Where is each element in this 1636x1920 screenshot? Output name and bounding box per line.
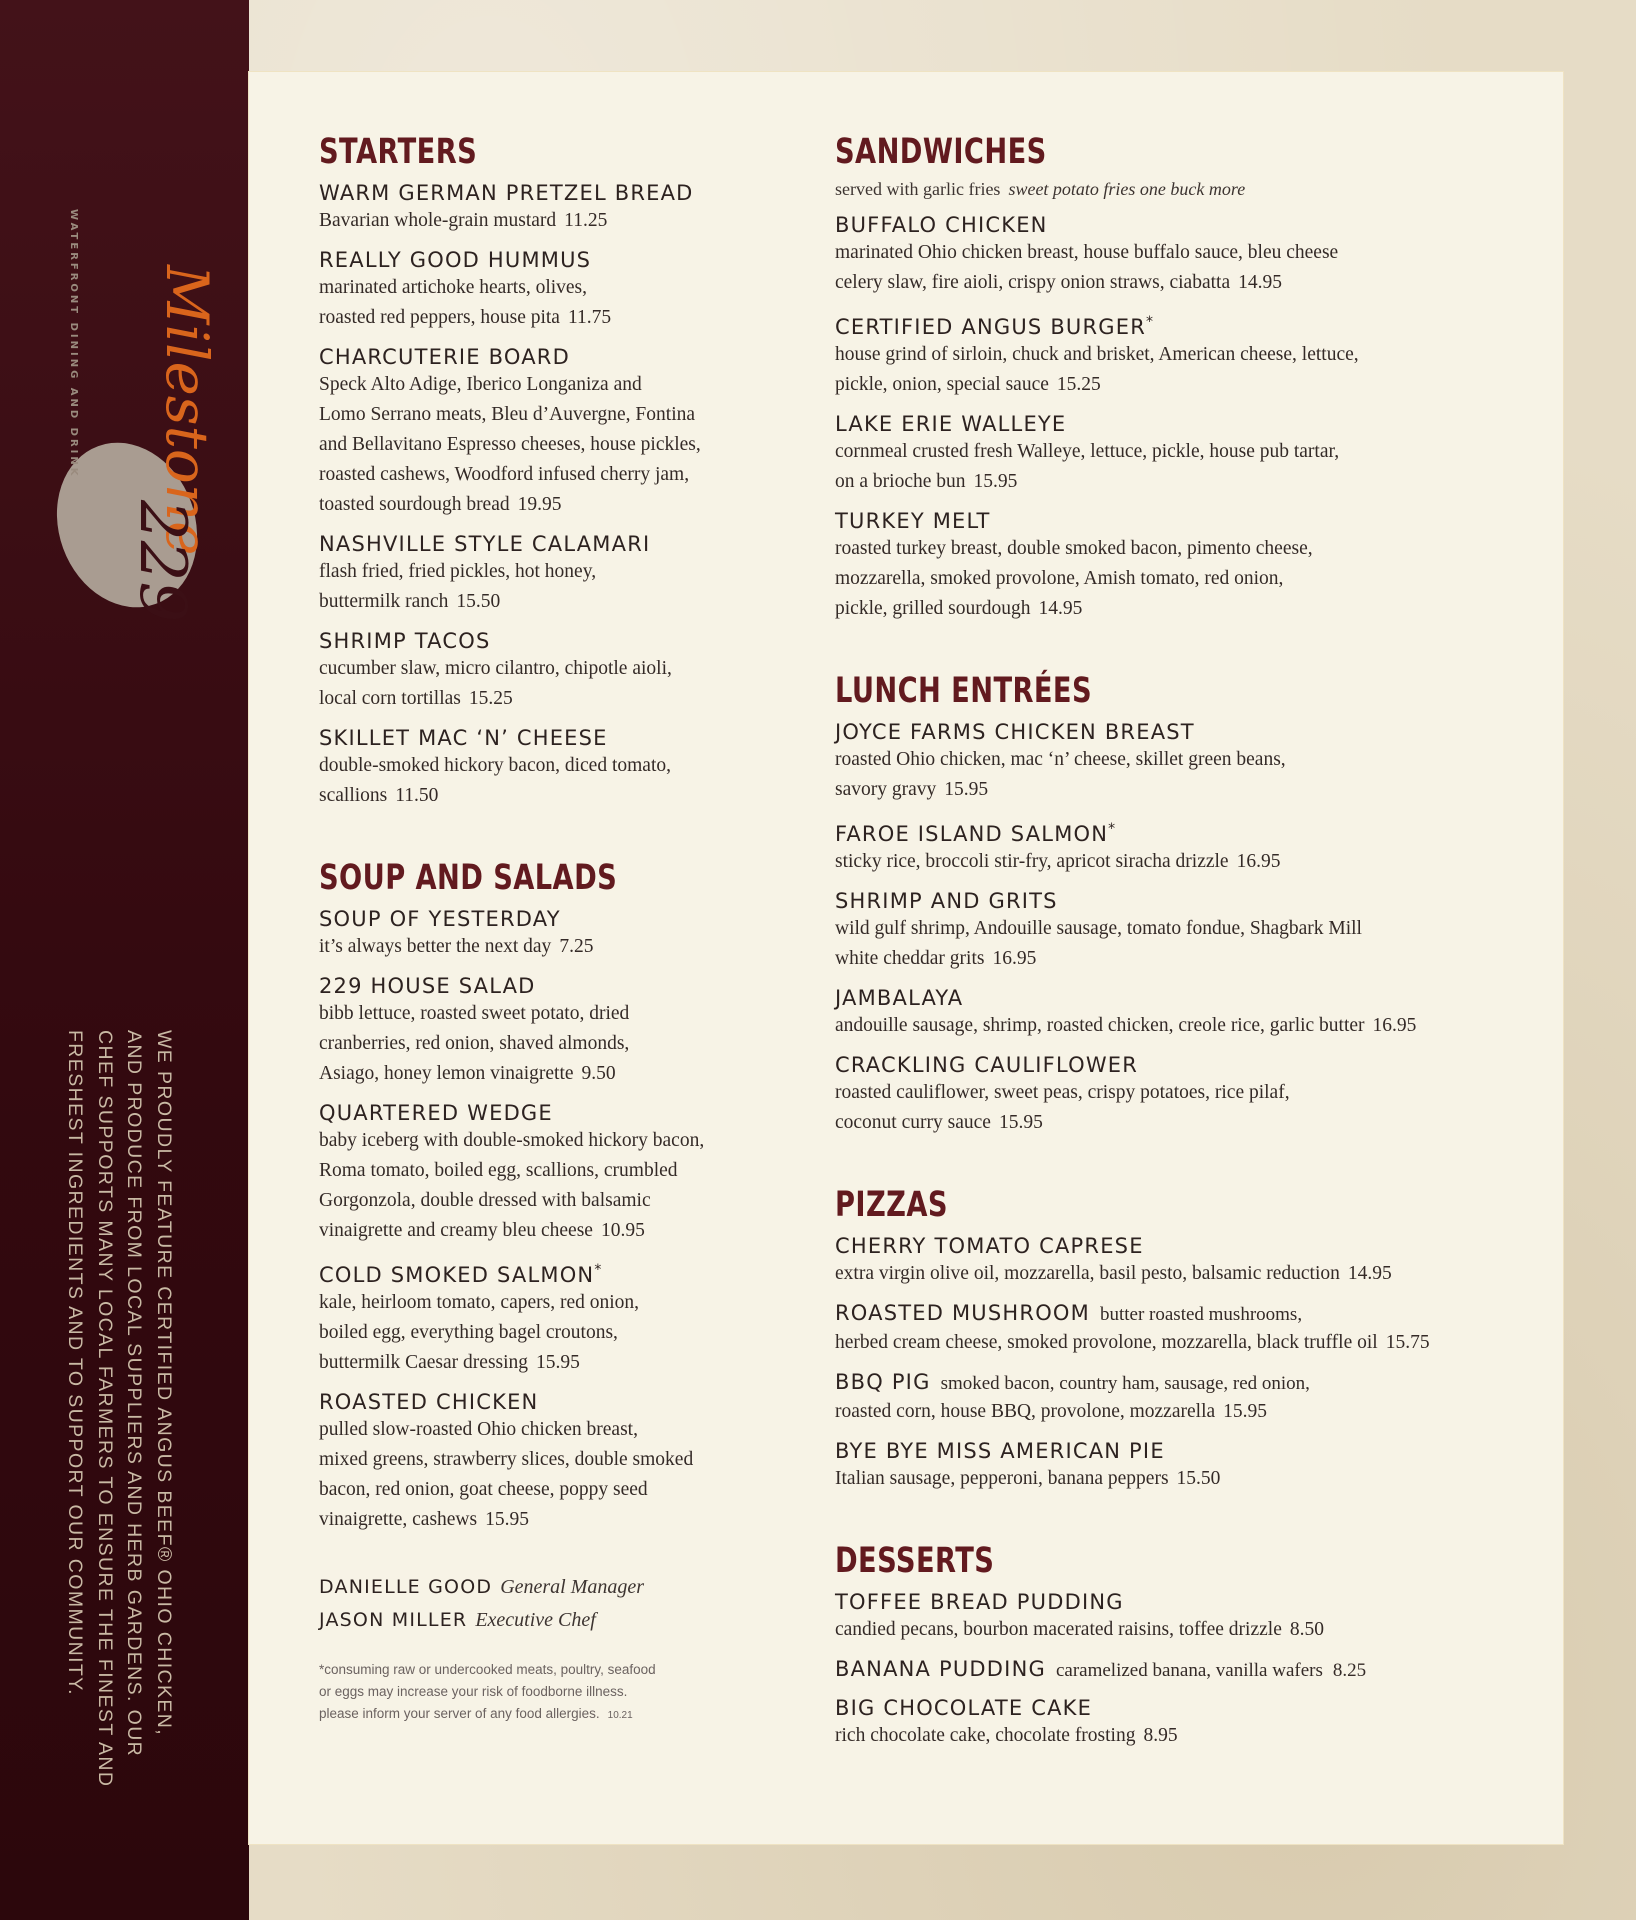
- menu-item-price: 14.95: [1347, 1263, 1392, 1284]
- menu-item: [835, 1695, 1535, 1751]
- menu-item-name: CERTIFIED ANGUS BURGER: [835, 315, 1147, 339]
- menu-item-name: QUARTERED WEDGE: [319, 1101, 553, 1125]
- menu-item-description-block: [319, 206, 759, 236]
- menu-item-price: 8.50: [1289, 1619, 1324, 1640]
- menu-item: [319, 906, 759, 962]
- menu-item-description-block: [835, 1078, 1535, 1138]
- menu-item-name: 229 HOUSE SALAD: [319, 974, 536, 998]
- logo-graphic: [55, 135, 221, 623]
- description-text: scallions: [319, 785, 388, 806]
- section-title-soups: SOUP AND SALADS: [319, 858, 618, 898]
- menu-item-name: BUFFALO CHICKEN: [835, 213, 1048, 237]
- menu-item-header: [319, 1389, 759, 1415]
- menu-item-header: [319, 1257, 759, 1288]
- menu-item-header: [319, 531, 759, 557]
- description-line: [835, 1011, 1535, 1041]
- description-text: bacon, red onion, goat cheese, poppy seed: [319, 1479, 648, 1500]
- milestone-229-logo: [55, 135, 221, 623]
- menu-item-price: 14.95: [1238, 272, 1282, 293]
- description-line: [835, 745, 1535, 775]
- menu-item-name: BANANA PUDDING: [835, 1657, 1046, 1681]
- menu-item-description: caramelized banana, vanilla wafers: [1055, 1660, 1323, 1681]
- statement-line: WE PROUDLY FEATURE CERTIFIED ANGUS BEEF® OHIO CHICKEN,: [153, 1030, 175, 1737]
- description-text: andouille sausage, shrimp, roasted chicken, creole rice, garlic butter: [835, 1015, 1365, 1036]
- description-line: [835, 1259, 1535, 1289]
- menu-item-name: FAROE ISLAND SALMON: [835, 822, 1109, 846]
- menu-item-price: 19.95: [517, 494, 562, 515]
- menu-item-description-block: [835, 1328, 1535, 1358]
- menu-item-description-block: [319, 557, 759, 617]
- description-text: pickle, grilled sourdough: [835, 598, 1031, 619]
- menu-item: [319, 1257, 759, 1378]
- menu-item-price: 11.50: [395, 785, 439, 806]
- menu-item-name: SHRIMP TACOS: [319, 629, 491, 653]
- description-text: marinated artichoke hearts, olives,: [319, 277, 588, 298]
- soups-list: [319, 906, 759, 1535]
- menu-item-description-block: [319, 751, 759, 811]
- description-text: Roma tomato, boiled egg, scallions, crumbled: [319, 1160, 678, 1181]
- description-text: white cheddar grits: [835, 948, 985, 969]
- description-line: [319, 684, 759, 714]
- raw-warning-asterisk: *: [1108, 821, 1116, 837]
- description-text: Italian sausage, pepperoni, banana peppers: [835, 1468, 1169, 1489]
- staff-credits: [319, 1571, 759, 1637]
- menu-item-description-block: [835, 534, 1535, 624]
- menu-item: [319, 973, 759, 1089]
- menu-item-description: smoked bacon, country ham, sausage, red onion,: [940, 1373, 1310, 1394]
- description-text: herbed cream cheese, smoked provolone, mozzarella, black truffle oil: [835, 1332, 1378, 1353]
- description-text: buttermilk ranch: [319, 591, 449, 612]
- description-line: [319, 430, 759, 460]
- menu-item-price: 8.95: [1143, 1725, 1178, 1746]
- menu-item: [319, 1100, 759, 1246]
- menu-column-right: [835, 132, 1535, 1762]
- section-title-pizzas: PIZZAS: [835, 1185, 948, 1225]
- menu-item: [835, 719, 1535, 805]
- menu-item-price: 7.25: [559, 936, 594, 957]
- description-text: roasted turkey breast, double smoked bacon, pimento cheese,: [835, 538, 1313, 559]
- menu-item-name: JOYCE FARMS CHICKEN BREAST: [835, 720, 1195, 744]
- menu-item: [835, 1233, 1535, 1289]
- menu-item-name: TOFFEE BREAD PUDDING: [835, 1590, 1124, 1614]
- description-text: and Bellavitano Espresso cheeses, house pickles,: [319, 434, 701, 455]
- menu-item-header: [835, 1656, 1535, 1684]
- menu-item-header: [319, 247, 759, 273]
- menu-item-header: [835, 508, 1535, 534]
- menu-version-code: 10.21: [607, 1710, 633, 1721]
- disclaimer-text: please inform your server of any food allergies.: [319, 1706, 600, 1721]
- menu-item-price: 15.75: [1385, 1332, 1430, 1353]
- menu-item-header: [319, 1100, 759, 1126]
- description-line: [319, 303, 759, 333]
- menu-item-price: 16.95: [992, 948, 1037, 969]
- menu-item-description-block: [835, 1464, 1535, 1494]
- menu-item-price: 15.95: [973, 471, 1018, 492]
- menu-item: [835, 309, 1535, 400]
- menu-item-name: BIG CHOCOLATE CAKE: [835, 1696, 1093, 1720]
- description-line: [835, 1108, 1535, 1138]
- logo-tagline-text: WATERFRONT DINING AND DRINK: [68, 209, 79, 479]
- menu-item-header: [319, 628, 759, 654]
- menu-item-header: [835, 212, 1535, 238]
- menu-item-price: 15.95: [485, 1509, 529, 1530]
- menu-item-price: 14.95: [1038, 598, 1083, 619]
- menu-item-description-block: [319, 273, 759, 333]
- menu-item-description-block: [319, 1415, 759, 1535]
- menu-item-description-block: [835, 1259, 1535, 1289]
- menu-item-name: SOUP OF YESTERDAY: [319, 907, 561, 931]
- statement-line: CHEF SUPPORTS MANY LOCAL FARMERS TO ENSURE THE FINEST AND: [94, 1030, 116, 1788]
- entrees-list: [835, 719, 1535, 1138]
- menu-item-name: ROASTED MUSHROOM: [835, 1301, 1090, 1325]
- description-text: vinaigrette, cashews: [319, 1509, 478, 1530]
- description-text: rich chocolate cake, chocolate frosting: [835, 1725, 1136, 1746]
- description-text: cranberries, red onion, shaved almonds,: [319, 1033, 630, 1054]
- menu-item-header: [319, 180, 759, 206]
- menu-item-header: [319, 906, 759, 932]
- description-text: pulled slow-roasted Ohio chicken breast,: [319, 1419, 638, 1440]
- description-line: [319, 781, 759, 811]
- description-text: roasted Ohio chicken, mac ‘n’ cheese, skillet green beans,: [835, 749, 1286, 770]
- description-text: candied pecans, bourbon macerated raisins, toffee drizzle: [835, 1619, 1282, 1640]
- menu-column-left: [319, 132, 759, 1727]
- menu-item: [835, 1438, 1535, 1494]
- menu-item: [319, 344, 759, 520]
- menu-item-name: CRACKLING CAULIFLOWER: [835, 1053, 1139, 1077]
- description-line: [835, 340, 1535, 370]
- menu-item: [319, 531, 759, 617]
- logo-script-text: Milestone: [153, 265, 221, 556]
- description-line: [835, 775, 1535, 805]
- description-line: [835, 594, 1535, 624]
- description-text: Lomo Serrano meats, Bleu d’Auvergne, Fontina: [319, 404, 696, 425]
- description-line: [319, 557, 759, 587]
- description-text: Gorgonzola, double dressed with balsamic: [319, 1190, 651, 1211]
- menu-item-name: REALLY GOOD HUMMUS: [319, 248, 592, 272]
- menu-item-header: [835, 1438, 1535, 1464]
- staff-name: JASON MILLER: [319, 1609, 468, 1631]
- menu-item-name: CHARCUTERIE BOARD: [319, 345, 570, 369]
- raw-warning-asterisk: *: [1146, 314, 1154, 330]
- description-text: local corn tortillas: [319, 688, 461, 709]
- starters-list: [319, 180, 759, 811]
- menu-item: [319, 247, 759, 333]
- description-line: [319, 400, 759, 430]
- menu-item-header: [835, 719, 1535, 745]
- menu-item-description-block: [835, 1615, 1535, 1645]
- menu-item: [835, 1369, 1535, 1427]
- description-line: [835, 847, 1535, 877]
- description-text: flash fried, fried pickles, hot honey,: [319, 561, 597, 582]
- menu-item-header: [319, 725, 759, 751]
- description-text: roasted cauliflower, sweet peas, crispy potatoes, rice pilaf,: [835, 1082, 1290, 1103]
- menu-item-name: ROASTED CHICKEN: [319, 1390, 539, 1414]
- description-line: [319, 1216, 759, 1246]
- statement-line: AND PRODUCE FROM LOCAL SUPPLIERS AND HERB GARDENS. OUR: [123, 1030, 146, 1758]
- description-text: vinaigrette and creamy bleu cheese: [319, 1220, 593, 1241]
- description-text: baby iceberg with double-smoked hickory bacon,: [319, 1130, 705, 1151]
- description-line: [319, 273, 759, 303]
- menu-item: [319, 180, 759, 236]
- description-line: [835, 1078, 1535, 1108]
- menu-item: [835, 1300, 1535, 1358]
- description-line: [835, 1615, 1535, 1645]
- menu-item: [835, 1656, 1535, 1684]
- pizzas-list: [835, 1233, 1535, 1494]
- menu-item-price: 8.25: [1332, 1660, 1367, 1681]
- description-line: [835, 564, 1535, 594]
- menu-item-description-block: [835, 847, 1535, 877]
- desserts-list: [835, 1589, 1535, 1751]
- menu-item-name: JAMBALAYA: [835, 986, 964, 1010]
- menu-item-header: [835, 1369, 1535, 1397]
- description-text: kale, heirloom tomato, capers, red onion,: [319, 1292, 640, 1313]
- menu-item-price: 15.95: [536, 1352, 580, 1373]
- description-text: mozzarella, smoked provolone, Amish tomato, red onion,: [835, 568, 1284, 589]
- description-text: Asiago, honey lemon vinaigrette: [319, 1063, 574, 1084]
- menu-item-name: NASHVILLE STYLE CALAMARI: [319, 532, 651, 556]
- description-text: marinated Ohio chicken breast, house buffalo sauce, bleu cheese: [835, 242, 1339, 263]
- description-line: [835, 1397, 1535, 1427]
- description-line: [319, 1445, 759, 1475]
- menu-item-header: [835, 985, 1535, 1011]
- description-line: [319, 1156, 759, 1186]
- sandwiches-upgrade-note: sweet potato fries one buck more: [1008, 179, 1246, 199]
- description-text: roasted red peppers, house pita: [319, 307, 560, 328]
- staff-name: DANIELLE GOOD: [319, 1576, 493, 1598]
- menu-item-description-block: [319, 1126, 759, 1246]
- disclaimer-line: *consuming raw or undercooked meats, poultry, seafood: [319, 1662, 656, 1677]
- menu-item-price: 11.25: [564, 210, 608, 231]
- menu-item: [835, 1589, 1535, 1645]
- description-text: on a brioche bun: [835, 471, 966, 492]
- description-line: [319, 1505, 759, 1535]
- menu-item-header: [835, 816, 1535, 847]
- description-line: [319, 1348, 759, 1378]
- menu-item-name: BYE BYE MISS AMERICAN PIE: [835, 1439, 1165, 1463]
- description-text: buttermilk Caesar dressing: [319, 1352, 529, 1373]
- menu-item-header: [835, 1233, 1535, 1259]
- menu-item-name: SKILLET MAC ‘N’ CHEESE: [319, 726, 608, 750]
- menu-item-price: 15.50: [456, 591, 501, 612]
- menu-item-price: 15.95: [998, 1112, 1043, 1133]
- section-title-desserts: DESSERTS: [835, 1541, 995, 1581]
- menu-item-description-block: [835, 340, 1535, 400]
- menu-item-name: BBQ PIG: [835, 1370, 931, 1394]
- description-text: it’s always better the next day: [319, 936, 552, 957]
- menu-item-header: [835, 1589, 1535, 1615]
- description-line: [835, 534, 1535, 564]
- menu-item-price: 16.95: [1372, 1015, 1417, 1036]
- description-line: [835, 437, 1535, 467]
- menu-item-header: [835, 888, 1535, 914]
- food-safety-disclaimer: [319, 1659, 759, 1727]
- description-line: [835, 268, 1535, 298]
- menu-item: [835, 888, 1535, 974]
- menu-item-price: 16.95: [1236, 851, 1281, 872]
- menu-item: [319, 725, 759, 811]
- menu-item-description-block: [319, 932, 759, 962]
- staff-role: General Manager: [500, 1576, 645, 1598]
- description-line: [319, 490, 759, 520]
- menu-item: [835, 816, 1535, 877]
- sandwiches-note: [835, 178, 1535, 200]
- description-line: [835, 1721, 1535, 1751]
- menu-item-price: 11.75: [567, 307, 612, 328]
- menu-item-price: 10.95: [600, 1220, 645, 1241]
- description-text: roasted corn, house BBQ, provolone, mozzarella: [835, 1401, 1216, 1422]
- description-text: savory gravy: [835, 779, 937, 800]
- description-line: [319, 1126, 759, 1156]
- menu-item-description-block: [835, 1397, 1535, 1427]
- description-line: [835, 1464, 1535, 1494]
- description-text: boiled egg, everything bagel croutons,: [319, 1322, 618, 1343]
- description-line: [319, 654, 759, 684]
- menu-item-description-block: [835, 745, 1535, 805]
- description-text: cucumber slaw, micro cilantro, chipotle aioli,: [319, 658, 672, 679]
- menu-item-description-block: [835, 1721, 1535, 1751]
- menu-item-name: TURKEY MELT: [835, 509, 991, 533]
- description-text: sticky rice, broccoli stir-fry, apricot siracha drizzle: [835, 851, 1229, 872]
- description-line: [319, 1059, 759, 1089]
- description-text: bibb lettuce, roasted sweet potato, dried: [319, 1003, 630, 1024]
- description-line: [835, 944, 1535, 974]
- menu-item-header: [835, 1300, 1535, 1328]
- section-title-entrees: LUNCH ENTRÉES: [835, 671, 1092, 711]
- description-line: [319, 1415, 759, 1445]
- description-text: roasted cashews, Woodford infused cherry jam,: [319, 464, 690, 485]
- staff-role: Executive Chef: [475, 1609, 596, 1631]
- menu-item-name: COLD SMOKED SALMON: [319, 1263, 595, 1287]
- sandwiches-list: [835, 212, 1535, 624]
- staff-row: [319, 1604, 759, 1637]
- menu-item-description-block: [319, 370, 759, 520]
- menu-item-price: 9.50: [581, 1063, 616, 1084]
- menu-item-description: butter roasted mushrooms,: [1099, 1304, 1303, 1325]
- raw-warning-asterisk: *: [594, 1262, 602, 1278]
- disclaimer-line: [319, 1703, 759, 1727]
- menu-item-header: [835, 1052, 1535, 1078]
- menu-item: [835, 1052, 1535, 1138]
- description-line: [835, 370, 1535, 400]
- description-line: [319, 460, 759, 490]
- menu-item-description-block: [835, 437, 1535, 497]
- menu-item-description-block: [835, 914, 1535, 974]
- description-line: [319, 1475, 759, 1505]
- description-text: toasted sourdough bread: [319, 494, 510, 515]
- description-text: cornmeal crusted fresh Walleye, lettuce, pickle, house pub tartar,: [835, 441, 1340, 462]
- brand-sidebar: [0, 0, 249, 1920]
- menu-item-name: CHERRY TOMATO CAPRESE: [835, 1234, 1144, 1258]
- description-line: [319, 1029, 759, 1059]
- description-text: Bavarian whole-grain mustard: [319, 210, 557, 231]
- description-line: [319, 1288, 759, 1318]
- menu-item: [835, 508, 1535, 624]
- menu-item-header: [835, 1695, 1535, 1721]
- menu-item-header: [835, 411, 1535, 437]
- menu-item: [319, 628, 759, 714]
- description-line: [835, 1328, 1535, 1358]
- menu-item-description-block: [319, 999, 759, 1089]
- menu-item-name: WARM GERMAN PRETZEL BREAD: [319, 181, 694, 205]
- description-text: wild gulf shrimp, Andouille sausage, tomato fondue, Shagbark Mill: [835, 918, 1362, 939]
- description-text: double-smoked hickory bacon, diced tomato,: [319, 755, 671, 776]
- description-text: house grind of sirloin, chuck and brisket, American cheese, lettuce,: [835, 344, 1359, 365]
- menu-item: [319, 1389, 759, 1535]
- menu-item-header: [835, 309, 1535, 340]
- section-title-sandwiches: SANDWICHES: [835, 132, 1047, 172]
- menu-item-name: LAKE ERIE WALLEYE: [835, 412, 1067, 436]
- description-text: celery slaw, fire aioli, crispy onion straws, ciabatta: [835, 272, 1231, 293]
- description-line: [319, 751, 759, 781]
- logo-number-text: 229: [125, 500, 199, 623]
- description-text: coconut curry sauce: [835, 1112, 991, 1133]
- menu-item-price: 15.95: [944, 779, 989, 800]
- menu-item-header: [319, 344, 759, 370]
- menu-item-name: SHRIMP AND GRITS: [835, 889, 1058, 913]
- section-title-starters: STARTERS: [319, 132, 478, 172]
- disclaimer-line: or eggs may increase your risk of foodborne illness.: [319, 1684, 628, 1699]
- statement-line: FRESHEST INGREDIENTS AND TO SUPPORT OUR COMMUNITY.: [64, 1030, 87, 1696]
- description-line: [835, 914, 1535, 944]
- menu-item-price: 15.95: [1223, 1401, 1268, 1422]
- menu-item-description-block: [835, 238, 1535, 298]
- menu-item-price: 15.50: [1176, 1468, 1221, 1489]
- sandwiches-side-note: served with garlic fries: [835, 179, 1001, 199]
- description-text: Speck Alto Adige, Iberico Longaniza and: [319, 374, 642, 395]
- description-line: [835, 238, 1535, 268]
- description-text: mixed greens, strawberry slices, double smoked: [319, 1449, 694, 1470]
- description-line: [319, 206, 759, 236]
- menu-item-price: 15.25: [1056, 374, 1101, 395]
- description-line: [319, 932, 759, 962]
- menu-panel: [249, 72, 1563, 1844]
- description-line: [319, 1186, 759, 1216]
- description-line: [319, 999, 759, 1029]
- description-line: [835, 467, 1535, 497]
- menu-item-header: [319, 973, 759, 999]
- menu-item: [835, 212, 1535, 298]
- description-line: [319, 587, 759, 617]
- description-text: extra virgin olive oil, mozzarella, basil pesto, balsamic reduction: [835, 1263, 1340, 1284]
- description-line: [319, 1318, 759, 1348]
- menu-item-description-block: [835, 1011, 1535, 1041]
- description-text: pickle, onion, special sauce: [835, 374, 1049, 395]
- description-line: [319, 370, 759, 400]
- menu-item-description-block: [319, 1288, 759, 1378]
- menu-item-price: 15.25: [468, 688, 513, 709]
- staff-row: [319, 1571, 759, 1604]
- menu-item-description-block: [319, 654, 759, 714]
- menu-item: [835, 411, 1535, 497]
- menu-item: [835, 985, 1535, 1041]
